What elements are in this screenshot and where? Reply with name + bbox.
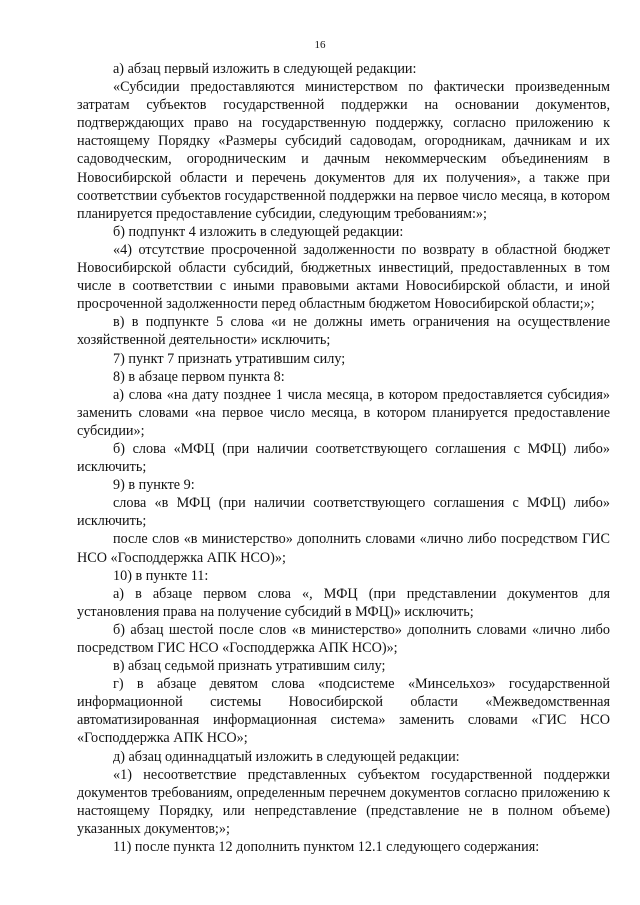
paragraph: 8) в абзаце первом пункта 8:	[113, 368, 285, 385]
paragraph: 10) в пункте 11:	[113, 567, 209, 584]
paragraph: 11) после пункта 12 дополнить пунктом 12.1 следующего содержания:	[113, 839, 540, 856]
document-body	[77, 60, 610, 856]
paragraph: д) абзац одиннадцатый изложить в следующей редакции:	[113, 748, 460, 765]
page-number: 16	[314, 39, 326, 51]
paragraph: «Субсидии предоставляются министерством по фактически произведенным затратам субъектов государственной поддержки на основании документов, подтверждающих право на государственную поддержку, согласно приложению к настоящему Порядку «Размеры субсидий садоводам, огородникам, дачникам и их садоводческим, огородническим и дачным некоммерческим объединениям в Новосибирской области и перечень документов для их получения», а также при соответствии субъектов государственной поддержки на первое число месяца, в котором планируется предоставление субсидии, следующим требованиям:»;	[77, 79, 610, 222]
paragraph: б) подпункт 4 изложить в следующей редакции:	[113, 223, 404, 240]
paragraph: 9) в пункте 9:	[113, 477, 195, 494]
paragraph: а) в абзаце первом слова «, МФЦ (при представлении документов для установления права на получение субсидий в МФЦ)» исключить;	[77, 585, 610, 620]
paragraph: г) в абзаце девятом слова «подсистеме «Минсельхоз» государственной информационной системы Новосибирской области «Межведомственная автоматизированная информационная система» заменить словами «ГИС НСО «Господдержка АПК НСО»;	[77, 676, 610, 747]
paragraph: б) слова «МФЦ (при наличии соответствующего соглашения с МФЦ) либо» исключить;	[77, 440, 610, 476]
paragraph: а) абзац первый изложить в следующей редакции:	[113, 61, 417, 77]
paragraph: «1) несоответствие представленных субъектом государственной поддержки документов требованиям, определенным перечнем документов согласно приложению к настоящему Порядку, или непредставление (представление не в полном объеме) указанных документов;»;	[77, 766, 610, 837]
paragraph: слова «в МФЦ (при наличии соответствующего соглашения с МФЦ) либо» исключить;	[77, 495, 610, 530]
paragraph: а) слова «на дату позднее 1 числа месяца, в котором предоставляется субсидия» заменить словами «на первое число месяца, в котором планируется предоставление субсидии»;	[77, 386, 610, 439]
paragraph: 7) пункт 7 признать утратившим силу;	[113, 350, 346, 367]
paragraph: в) в подпункте 5 слова «и не должны иметь ограничения на осуществление хозяйственной деятельности» исключить;	[77, 314, 610, 349]
paragraph: после слов «в министерство» дополнить словами «лично либо посредством ГИС НСО «Господдержка АПК НСО)»;	[77, 531, 610, 566]
paragraph: в) абзац седьмой признать утратившим силу;	[113, 658, 386, 675]
paragraph: б) абзац шестой после слов «в министерство» дополнить словами «лично либо посредством ГИС НСО «Господдержка АПК НСО)»;	[77, 621, 610, 656]
paragraph: «4) отсутствие просроченной задолженности по возврату в областной бюджет Новосибирской области субсидий, бюджетных инвестиций, предоставленных в том числе в соответствии с иными правовыми актами Новосибирской области, и иной просроченной задолженности перед областным бюджетом Новосибирской области;»;	[77, 241, 610, 313]
